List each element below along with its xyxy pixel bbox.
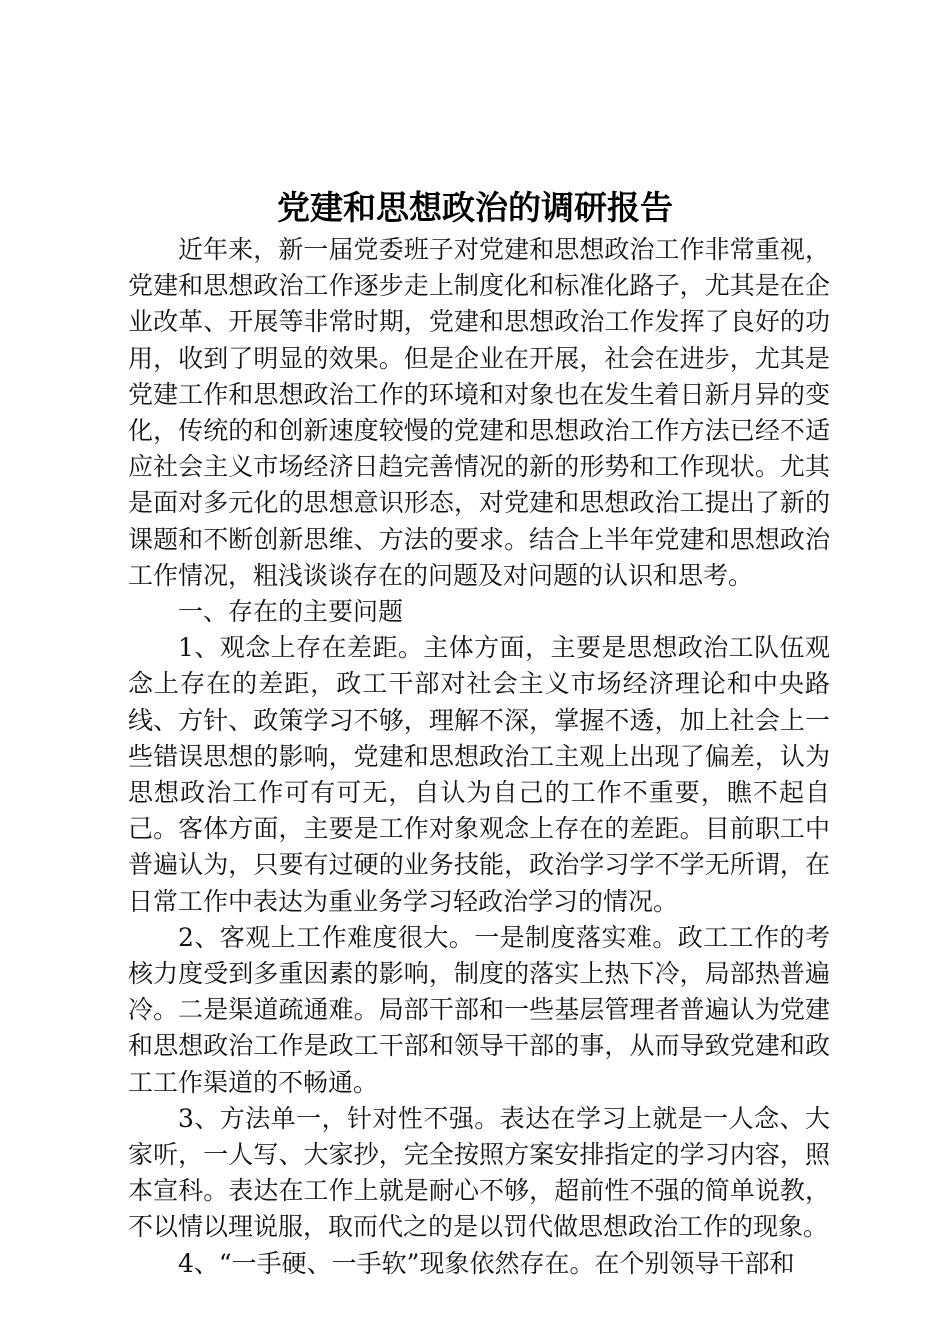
paragraph-item-1: 1、观念上存在差距。主体方面，主要是思想政治工队伍观念上存在的差距，政工干部对社会主义市场经济理论和中央路线、方针、政策学习不够，理解不深，掌握不透，加上社会上一些错误思想的影响，党建和思想政治工主观上出现了偏差，认为思想政治工作可有可无，自认为自己的工作不重要，瞧不起自己。客体方面，主要是工作对象观念上存在的差距。目前职工中普遍认为，只要有过硬的业务技能，政治学习学不学无所谓，在日常工作中表达为重业务学习轻政治学习的情况。 [128, 633, 830, 916]
paragraph-item-2: 2、客观上工作难度很大。一是制度落实难。政工工作的考核力度受到多重因素的影响，制度的落实上热下冷，局部热普遍冷。二是渠道疏通难。局部干部和一些基层管理者普遍认为党建和思想政治工作是政工干部和领导干部的事，从而导致党建和政工工作渠道的不畅通。 [128, 922, 830, 1097]
paragraph-item-4: 4、“一手硬、一手软”现象依然存在。在个别领导干部和 [178, 1248, 795, 1278]
document-title: 党建和思想政治的调研报告 [277, 188, 673, 227]
paragraph-intro: 近年来，新一届党委班子对党建和思想政治工作非常重视，党建和思想政治工作逐步走上制度化和标准化路子，尤其是在企业改革、开展等非常时期，党建和思想政治工作发挥了良好的功用，收到了明显的效果。但是企业在开展，社会在进步，尤其是党建工作和思想政治工作的环境和对象也在发生着日新月异的变化，传统的和创新速度较慢的党建和思想政治工作方法已经不适应社会主义市场经济日趋完善情况的新的形势和工作现状。尤其是面对多元化的思想意识形态，对党建和思想政治工提出了新的课题和不断创新思维、方法的要求。结合上半年党建和思想政治工作情况，粗浅谈谈存在的问题及对问题的认识和思考。 [128, 235, 830, 590]
document-body [128, 232, 830, 1282]
paragraph-item-3: 3、方法单一，针对性不强。表达在学习上就是一人念、大家听，一人写、大家抄，完全按照方案安排指定的学习内容，照本宣科。表达在工作上就是耐心不够，超前性不强的简单说教，不以情以理说服，取而代之的是以罚代做思想政治工作的现象。 [128, 1103, 830, 1242]
section-heading-main-problems: 一、存在的主要问题 [178, 597, 404, 627]
